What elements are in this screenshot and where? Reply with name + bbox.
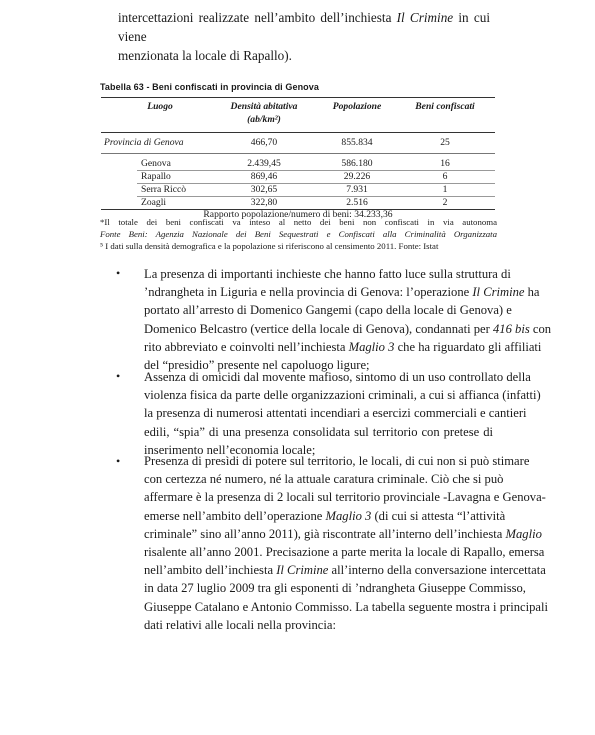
note-census: ⁵ I dati sulla densità demografica e la popolazione si riferiscono al censimento 2011. Fonte: Istat — [100, 241, 439, 251]
text-run: ha — [524, 285, 540, 300]
intro-line — [118, 8, 490, 46]
text-line: Assenza di omicidi dal movente mafioso, sintomo di un uso controllato della — [144, 370, 531, 384]
table-row-popolazione: 29.226 — [343, 171, 371, 182]
table-row-name: Zoagli — [141, 197, 167, 208]
text-run: che ha riguardato gli affiliati — [394, 339, 542, 354]
text-line — [144, 525, 542, 543]
text-line: portato all’arresto di Domenico Gangemi (capo della locale di Genova) e — [144, 303, 512, 318]
table-rule — [101, 153, 495, 154]
text-run-italic: Il Crimine — [396, 10, 454, 25]
text-run-italic: Maglio 3 — [325, 508, 372, 523]
table-row-name: Rapallo — [141, 171, 171, 182]
table-row-densita: 869,46 — [250, 171, 278, 182]
table-notes — [100, 216, 497, 252]
text-run: ’ndrangheta in Liguria e nella provincia di Genova: l’operazione — [144, 285, 473, 300]
bullet-marker: • — [116, 266, 121, 280]
bullet-marker: • — [116, 454, 121, 468]
text-run-italic: Maglio — [505, 526, 542, 541]
table-row-popolazione: 2.516 — [346, 197, 368, 208]
table-row-beni: 1 — [442, 184, 448, 195]
text-line — [144, 283, 540, 301]
table-row-densita: 322,80 — [250, 197, 278, 208]
text-run: all’interno della conversazione intercettata — [328, 563, 546, 578]
bullet-paragraph-locals — [144, 452, 548, 634]
population-ratio: Rapporto popolazione/numero di beni: 34.233,36 — [203, 209, 393, 220]
text-line: del “presidio” presente nel capoluogo ligure; — [144, 358, 370, 373]
bullet-paragraph-investigations — [144, 265, 552, 374]
text-line: con certezza né numero, né la attuale caratura criminale. Ciò che si può — [144, 472, 504, 487]
text-line: la presenza di numerosi attentati incendiari a esercizi commerciali e cantieri — [144, 406, 527, 421]
table-row-densita: 302,65 — [250, 184, 278, 195]
table-row-beni: 2 — [442, 197, 448, 208]
table-row-name: Genova — [141, 158, 171, 169]
text-run: con — [529, 321, 552, 336]
province-beni: 25 — [440, 137, 450, 148]
header-beni: Beni confiscati — [415, 101, 475, 112]
note-source: Fonte Beni: Agenzia Nazionale dei Beni Sequestrati e Confiscati alla Criminalità Organizzata — [100, 229, 497, 239]
text-line: violenza fisica da parte delle organizzazioni criminali, a cui si affianca (infatti) — [144, 388, 541, 403]
header-densita — [209, 100, 319, 126]
table-row-beni: 6 — [442, 171, 448, 182]
header-luogo: Luogo — [147, 101, 173, 112]
text-run-italic: Maglio 3 — [348, 339, 395, 354]
note-total: *Il totale dei beni confiscati va inteso al netto dei beni non confiscati in via autonoma — [100, 217, 497, 227]
province-densita: 466,70 — [250, 137, 278, 148]
text-line — [144, 561, 546, 579]
text-run: in cui viene — [118, 10, 490, 44]
header-popolazione: Popolazione — [332, 101, 382, 112]
intro-line: menzionata la locale di Rapallo). — [118, 48, 292, 63]
header-densita-line2: (ab/km²) — [247, 114, 281, 125]
province-name: Provincia di Genova — [104, 137, 184, 148]
header-densita-line1: Densità abitativa — [230, 101, 298, 112]
province-popolazione: 855.834 — [341, 137, 373, 148]
table-row-popolazione: 7.931 — [346, 184, 368, 195]
table-row-popolazione: 586.180 — [341, 158, 373, 169]
text-run: intercettazioni realizzate nell’ambito dell’inchiesta — [118, 10, 397, 25]
text-run: criminale” sino all’anno 2011), già riscontrate all’interno dell’inchiesta — [144, 526, 506, 541]
text-line — [144, 507, 506, 525]
table-rule — [101, 132, 495, 133]
text-run: nell’ambito dell’inchiesta — [144, 563, 277, 578]
table-row-beni: 16 — [440, 158, 450, 169]
text-line — [144, 320, 552, 338]
text-line: dati relativi alle locali nella provincia: — [144, 617, 336, 632]
text-run: emerse nell’ambito dell’operazione — [144, 508, 326, 523]
table-row-densita: 2.439,45 — [247, 158, 281, 169]
text-line: edili, “spia” di una presenza consolidata sul territorio con pretese di — [144, 424, 493, 439]
text-run: Domenico Belcastro (vertice della locale di Genova), condannati per — [144, 321, 493, 336]
table-row-name: Serra Riccò — [141, 184, 187, 195]
text-line: affermare è la presenza di 2 locali sul territorio provinciale -Lavagna e Genova- — [144, 490, 546, 505]
text-line: La presenza di importanti inchieste che hanno fatto luce sulla struttura di — [144, 267, 511, 281]
bullet-paragraph-violence — [144, 368, 541, 459]
text-line: inserimento nell’economia locale; — [144, 442, 316, 457]
text-line — [144, 338, 542, 356]
text-line: in data 27 luglio 2009 tra gli esponenti di ’ndrangheta Giuseppe Commisso, — [144, 581, 526, 596]
text-line: Presenza di presìdi di potere sul territorio, le locali, di cui non si può stimare — [144, 454, 530, 468]
text-run-italic: 416 bis — [492, 321, 530, 336]
text-run-italic: Il Crimine — [472, 285, 525, 300]
intro-paragraph — [118, 8, 490, 65]
text-run-italic: Il Crimine — [276, 563, 329, 578]
text-run: rito abbreviato e coinvolti nell’inchiesta — [144, 339, 349, 354]
text-line: risalente all’anno 2001. Precisazione a parte merita la locale di Rapallo, emersa — [144, 545, 545, 560]
bullet-marker: • — [116, 369, 121, 383]
text-run: (di cui si attesta “l’attività — [371, 508, 506, 523]
table-rule — [101, 97, 495, 98]
text-line: Giuseppe Catalano e Antonio Commisso. La tabella seguente mostra i principali — [144, 599, 548, 614]
table-caption: Tabella 63 - Beni confiscati in provincia di Genova — [100, 82, 319, 92]
